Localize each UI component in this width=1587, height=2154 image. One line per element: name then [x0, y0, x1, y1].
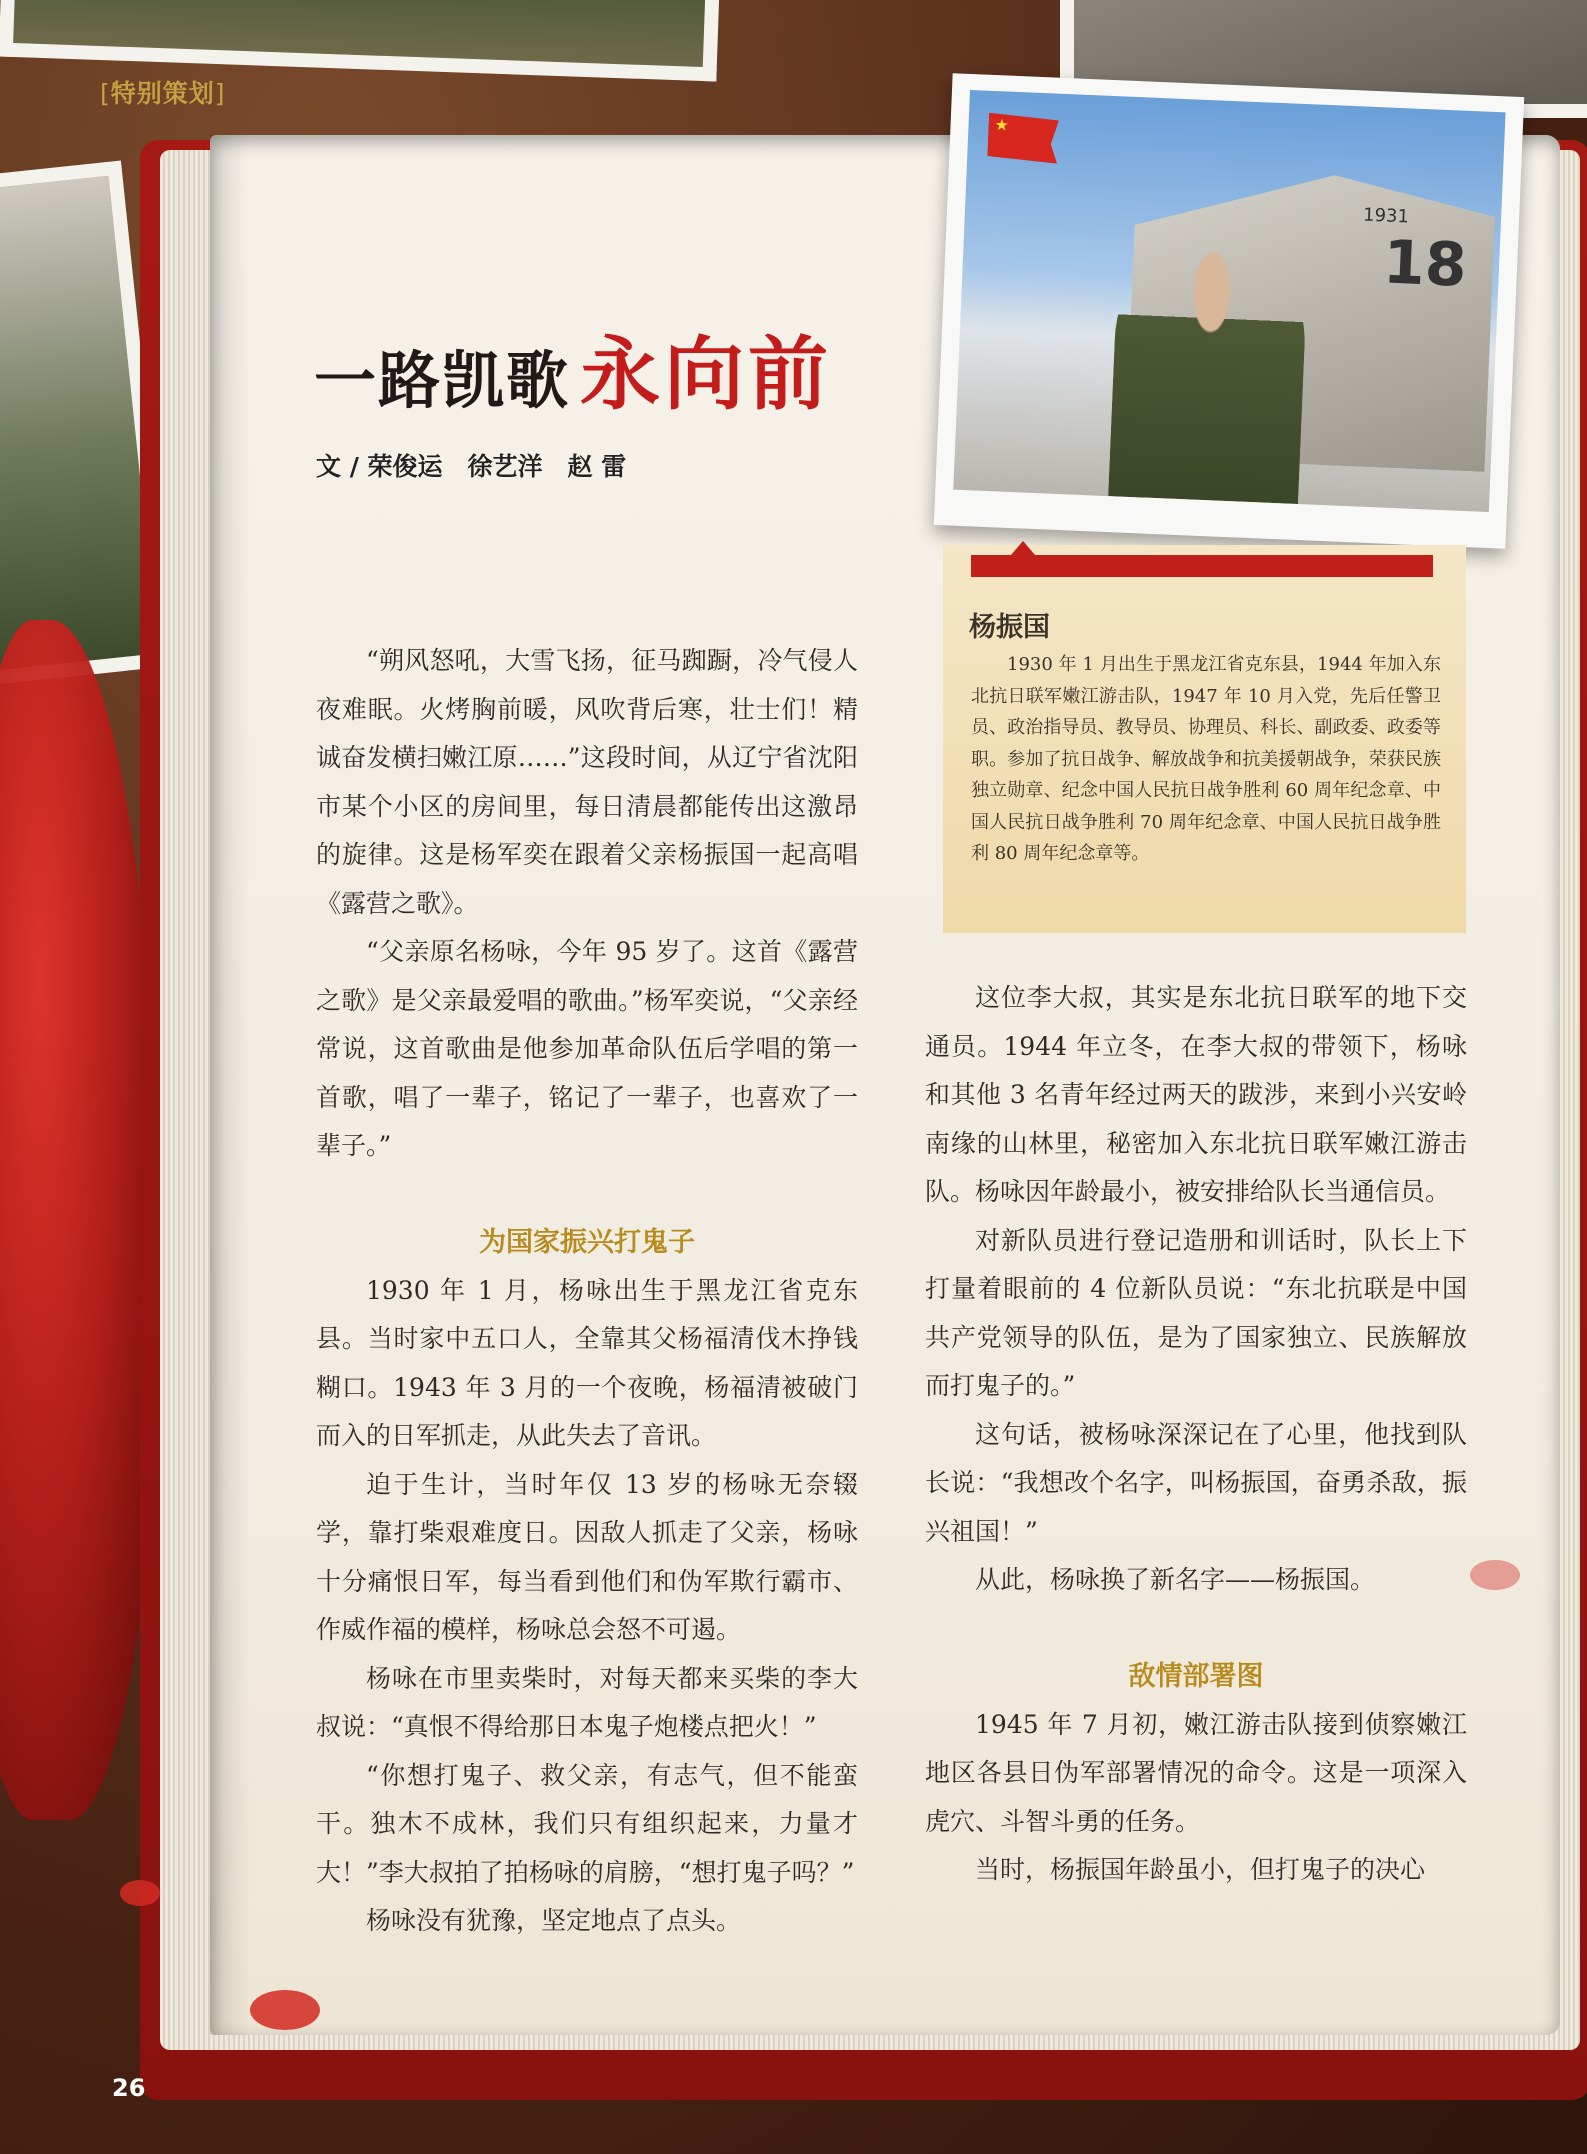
veteran-photo — [953, 90, 1505, 512]
petal-decoration — [1470, 1560, 1520, 1590]
section-tag-bracket-left: [ — [100, 79, 111, 108]
section-tag — [100, 74, 226, 110]
paragraph: 1930 年 1 月，杨咏出生于黑龙江省克东县。当时家中五口人，全靠其父杨福清伐木挣钱糊口。1943 年 3 月的一个夜晚，杨福清被破门而入的日军抓走，从此失去了音讯。 — [316, 1275, 858, 1450]
paragraph: 当时，杨振国年龄虽小，但打鬼子的决心 — [975, 1855, 1426, 1884]
flag-icon — [987, 113, 1059, 164]
paragraph: “朔风怒吼，大雪飞扬，征马踟蹰，冷气侵人夜难眠。火烤胸前暖，风吹背后寒，壮士们！精诚奋发横扫嫩江原……”这段时间，从辽宁省沈阳市某个小区的房间里，每日清晨都能传出这激昂的旋律。这是杨军奕在跟着父亲杨振国一起高唱《露营之歌》。 — [316, 646, 858, 918]
paragraph: 这句话，被杨咏深深记在了心里，他找到队长说：“我想改个名字，叫杨振国，奋勇杀敌，振兴祖国！” — [925, 1419, 1467, 1546]
title-part-1: 一路凯歌 — [314, 344, 571, 417]
saluting-veteran — [1108, 236, 1309, 504]
title-part-2: 永向前 — [580, 327, 833, 421]
paragraph: 杨咏没有犹豫，坚定地点了点头。 — [366, 1906, 742, 1935]
paragraph: 对新队员进行登记造册和训话时，队长上下打量着眼前的 4 位新队员说：“东北抗联是中国共产党领导的队伍，是为了国家独立、民族解放而打鬼子的。” — [925, 1225, 1467, 1400]
page-number: 26 — [112, 2074, 146, 2102]
subheading: 为国家振兴打鬼子 — [479, 1226, 695, 1258]
section-tag-label: 特别策划 — [110, 79, 215, 108]
bio-box — [943, 545, 1466, 933]
bio-name: 杨振国 — [969, 612, 1050, 643]
paragraph: 杨咏在市里卖柴时，对每天都来买柴的李大叔说：“真恨不得给那日本鬼子炮楼点把火！” — [316, 1663, 858, 1741]
background-photo-top — [0, 0, 719, 82]
subheading: 敌情部署图 — [1128, 1660, 1264, 1692]
red-ribbon-decoration — [0, 620, 160, 1820]
left-column — [316, 637, 858, 1946]
bio-text: 1930 年 1 月出生于黑龙江省克东县，1944 年加入东北抗日联军嫩江游击队，1947 年 10 月入党，先后任警卫员、政治指导员、教导员、协理员、科长、副政委、政委等职。参加了抗日战争、解放战争和抗美援朝战争，荣获民族独立勋章、纪念中国人民抗日战争胜利 60 周年纪念章、中国人民抗日战争胜利 70 周年纪念章、中国人民抗日战争胜利 80 周年纪念章等。 — [971, 654, 1441, 864]
page-fold-shadow — [210, 135, 250, 2035]
photo-frame — [934, 73, 1524, 549]
petal-decoration — [250, 1990, 320, 2030]
bio-notch — [1011, 541, 1035, 555]
section-tag-bracket-right: ] — [214, 79, 226, 108]
monument-day: 18 — [1381, 227, 1469, 301]
article-title — [314, 310, 832, 425]
bio-red-bar — [971, 555, 1433, 577]
paragraph: 从此，杨咏换了新名字——杨振国。 — [975, 1565, 1376, 1594]
paragraph: “父亲原名杨咏，今年 95 岁了。这首《露营之歌》是父亲最爱唱的歌曲。”杨军奕说，“父亲经常说，这首歌曲是他参加革命队伍后学唱的第一首歌，唱了一辈子，铭记了一辈子，也喜欢了一辈子。” — [316, 937, 858, 1160]
paragraph: 这位李大叔，其实是东北抗日联军的地下交通员。1944 年立冬，在李大叔的带领下，杨咏和其他 3 名青年经过两天的跋涉，来到小兴安岭南缘的山林里，秘密加入东北抗日联军嫩江游击队。杨咏因年龄最小，被安排给队长当通信员。 — [925, 983, 1467, 1206]
monument-year: 1931 — [1362, 204, 1410, 228]
right-column — [925, 974, 1467, 1895]
paragraph: “你想打鬼子、救父亲，有志气，但不能蛮干。独木不成林，我们只有组织起来，力量才大！”李大叔拍了拍杨咏的肩膀，“想打鬼子吗？” — [316, 1760, 858, 1887]
byline: 文 / 荣俊运 徐艺洋 赵 雷 — [316, 452, 627, 481]
paragraph: 1945 年 7 月初，嫩江游击队接到侦察嫩江地区各县日伪军部署情况的命令。这是一项深入虎穴、斗智斗勇的任务。 — [925, 1709, 1467, 1836]
paragraph: 迫于生计，当时年仅 13 岁的杨咏无奈辍学，靠打柴艰难度日。因敌人抓走了父亲，杨咏十分痛恨日军，每当看到他们和伪军欺行霸市、作威作福的模样，杨咏总会怒不可遏。 — [316, 1469, 858, 1644]
petal-decoration — [120, 1880, 160, 1906]
